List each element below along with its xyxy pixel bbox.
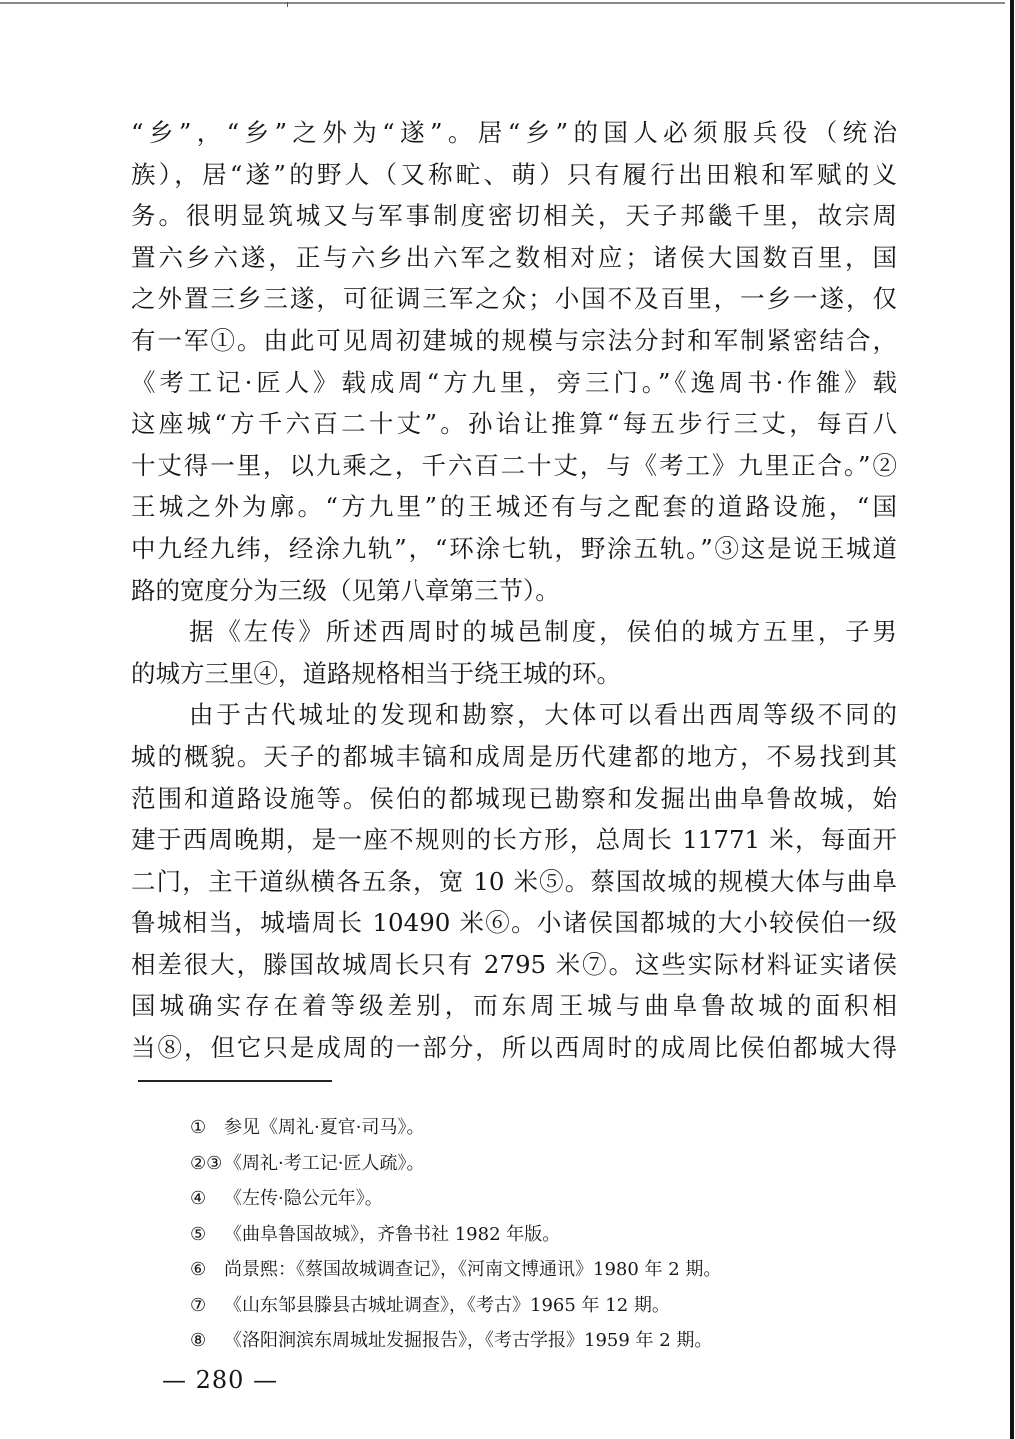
paragraph-1-line: 有一军①。由此可见周初建城的规模与宗法分封和军制紧密结合， <box>131 325 897 355</box>
paragraph-1-line: 中九经九纬，经涂九轨”，“环涂七轨，野涂五轨。”③这是说王城道 <box>131 533 897 563</box>
footnote-text: 《周礼·考工记·匠人疏》。 <box>224 1152 425 1174</box>
page-number: — 280 — <box>162 1366 279 1394</box>
footnote-text: 《洛阳涧滨东周城址发掘报告》，《考古学报》1959 年 2 期。 <box>224 1330 713 1351</box>
paragraph-3-line: 当⑧，但它只是成周的一部分，所以西周时的成周比侯伯都城大得 <box>131 1033 897 1063</box>
paragraph-3-line: 城的概貌。天子的都城丰镐和成周是历代建都的地方，不易找到其 <box>131 741 897 771</box>
paragraph-3-line: 由于古代城址的发现和勘察，大体可以看出西周等级不同的 <box>189 700 897 730</box>
footnote-item <box>190 1110 890 1146</box>
footnote-item <box>190 1181 890 1217</box>
paragraph-1-line: 务。很明显筑城又与军事制度密切相关，天子邦畿千里，故宗周 <box>131 201 897 231</box>
footnote-separator <box>138 1080 332 1082</box>
footnote-text: 《曲阜鲁国故城》，齐鲁书社 1982 年版。 <box>224 1223 561 1245</box>
footnote-item <box>190 1252 890 1288</box>
footnote-mark: ⑧ <box>190 1330 207 1351</box>
footnote-text: 参见《周礼·夏官·司马》。 <box>224 1117 425 1138</box>
paragraph-3-line: 国城确实存在着等级差别，而东周王城与曲阜鲁故城的面积相 <box>131 991 897 1021</box>
footnote-mark: ⑤ <box>190 1223 207 1245</box>
footnote-mark: ⑦ <box>190 1294 207 1316</box>
scan-right-edge <box>1010 0 1014 1439</box>
footnote-mark: ②③ <box>190 1152 223 1174</box>
paragraph-1-line: 之外置三乡三遂，可征调三军之众；小国不及百里，一乡一遂，仅 <box>131 284 897 314</box>
paragraph-2-line: 据《左传》所述西周时的城邑制度，侯伯的城方五里，子男 <box>189 617 897 647</box>
paragraph-3-line: 鲁城相当，城墙周长 10490 米⑥。小诸侯国都城的大小较侯伯一级 <box>131 908 897 938</box>
footnote-item <box>190 1288 890 1324</box>
footnote-item <box>190 1323 890 1359</box>
paragraph-1-line: “乡”，“乡”之外为“遂”。居“乡”的国人必须服兵役（统治 <box>131 118 897 147</box>
footnote-mark: ① <box>190 1117 207 1138</box>
footnote-text: 尚景熙：《蔡国故城调查记》，《河南文博通讯》1980 年 2 期。 <box>224 1259 722 1280</box>
paragraph-1-line: 路的宽度分为三级（见第八章第三节）。 <box>131 575 560 605</box>
footnote-text: 《山东邹县滕县古城址调查》，《考古》1965 年 12 期。 <box>224 1294 670 1316</box>
scan-top-tick <box>287 2 288 7</box>
paragraph-1-line: 《考工记·匠人》载成周“方九里，旁三门。”《逸周书·作雒》载 <box>131 367 897 397</box>
footnote-mark: ④ <box>190 1188 207 1209</box>
scan-top-edge <box>0 2 1005 4</box>
footnote-item <box>190 1217 890 1253</box>
paragraph-3-line: 建于西周晚期，是一座不规则的长方形，总周长 11771 米，每面开 <box>131 825 897 855</box>
footnote-text: 《左传·隐公元年》。 <box>224 1188 383 1209</box>
paragraph-1-line: 这座城“方千六百二十丈”。孙诒让推算“每五步行三丈，每百八 <box>131 409 897 439</box>
paragraph-1-line: 十丈得一里，以九乘之，千六百二十丈，与《考工》九里正合。”② <box>131 450 897 480</box>
footnote-item <box>190 1146 890 1182</box>
footnote-mark: ⑥ <box>190 1259 207 1280</box>
footnotes <box>190 1110 890 1359</box>
paragraph-1-line: 置六乡六遂，正与六乡出六军之数相对应；诸侯大国数百里，国 <box>131 242 897 272</box>
paragraph-3-line: 相差很大，滕国故城周长只有 2795 米⑦。这些实际材料证实诸侯 <box>131 949 897 979</box>
paragraph-1-line: 王城之外为廓。“方九里”的王城还有与之配套的道路设施，“国 <box>131 492 897 522</box>
paragraph-2-line: 的城方三里④，道路规格相当于绕王城的环。 <box>131 658 621 688</box>
body-text <box>131 112 897 1069</box>
paragraph-3-line: 二门，主干道纵横各五条，宽 10 米⑤。蔡国故城的规模大体与曲阜 <box>131 866 897 896</box>
paragraph-3-line: 范围和道路设施等。侯伯的都城现已勘察和发掘出曲阜鲁故城，始 <box>131 783 897 813</box>
paragraph-1-line: 族），居“遂”的野人（又称甿、萌）只有履行出田粮和军赋的义 <box>131 159 897 189</box>
